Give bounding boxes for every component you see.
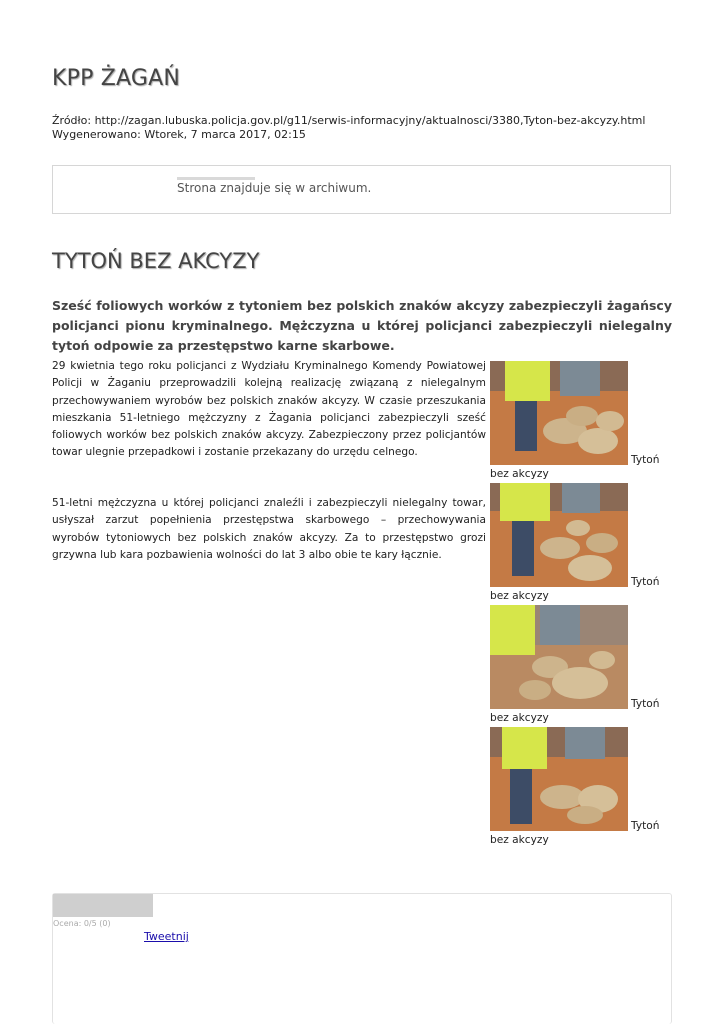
article-title: TYTOŃ BEZ AKCYZY — [52, 249, 260, 273]
article-paragraph: 51-letni mężczyzna u której policjanci znaleźli i zabezpieczyli nielegalny towar, usłyszał zarzut popełnienia przestępstwa skarbowego – przechowywania wyrobów tytoniowych bez polskich znaków akcyzy. Za to przestępstwo grozi grzywna lub kara pozbawienia wolności do lat 3 albo obie te kary łącznie. — [52, 497, 486, 561]
page-meta — [52, 114, 645, 142]
photo-caption-cont: bez akcyzy — [490, 468, 549, 480]
tobacco-photo[interactable] — [490, 727, 628, 831]
site-title: KPP ŻAGAŃ — [52, 66, 181, 91]
rating-label: Ocena: 0/5 (0) — [53, 919, 111, 928]
photo-caption-cont: bez akcyzy — [490, 834, 549, 846]
article-paragraph: 29 kwietnia tego roku policjanci z Wydziału Kryminalnego Komendy Powiatowej Policji w Żaganiu przeprowadzili kolejną realizację związaną z nielegalnym przechowywaniem wyrobów bez polskich znaków akcyzy. W czasie przeszukania mieszkania 51-letniego mężczyzny z Żagania policjanci zabezpieczyli sześć foliowych worków bez polskich znaków akcyzy. Zabezpieczony przez policjantów towar ulegnie przepadkowi i zostanie przekazany do urzędu celnego. — [52, 360, 486, 459]
photo-caption: Tytoń — [631, 576, 660, 588]
article-lead: Sześć foliowych worków z tytoniem bez polskich znaków akcyzy zabezpieczyli żagańscy policjanci pionu kryminalnego. Mężczyzna u której policjanci zabezpieczyli nielegalny tytoń odpowie za przestępstwo karne skarbowe. — [52, 298, 672, 353]
photo-caption: Tytoń — [631, 454, 660, 466]
archive-message: Strona znajduje się w archiwum. — [177, 181, 372, 195]
generated-date: Wygenerowano: Wtorek, 7 marca 2017, 02:15 — [52, 128, 306, 141]
tobacco-photo[interactable] — [490, 605, 628, 709]
source-url: Źródło: http://zagan.lubuska.policja.gov.pl/g11/serwis-informacyjny/aktualnosci/3380,Tyton-bez-akcyzy.html — [52, 114, 646, 127]
archive-notice — [52, 165, 671, 214]
archive-notice-bar — [177, 177, 255, 180]
tobacco-photo[interactable] — [490, 483, 628, 587]
tweet-link[interactable]: Tweetnij — [144, 930, 189, 943]
photo-caption-cont: bez akcyzy — [490, 590, 549, 602]
photo-caption-cont: bez akcyzy — [490, 712, 549, 724]
rating-panel — [52, 893, 672, 1024]
photo-caption: Tytoń — [631, 698, 660, 710]
photo-caption: Tytoń — [631, 820, 660, 832]
tobacco-photo[interactable] — [490, 361, 628, 465]
rating-stars-bar[interactable] — [53, 894, 153, 917]
